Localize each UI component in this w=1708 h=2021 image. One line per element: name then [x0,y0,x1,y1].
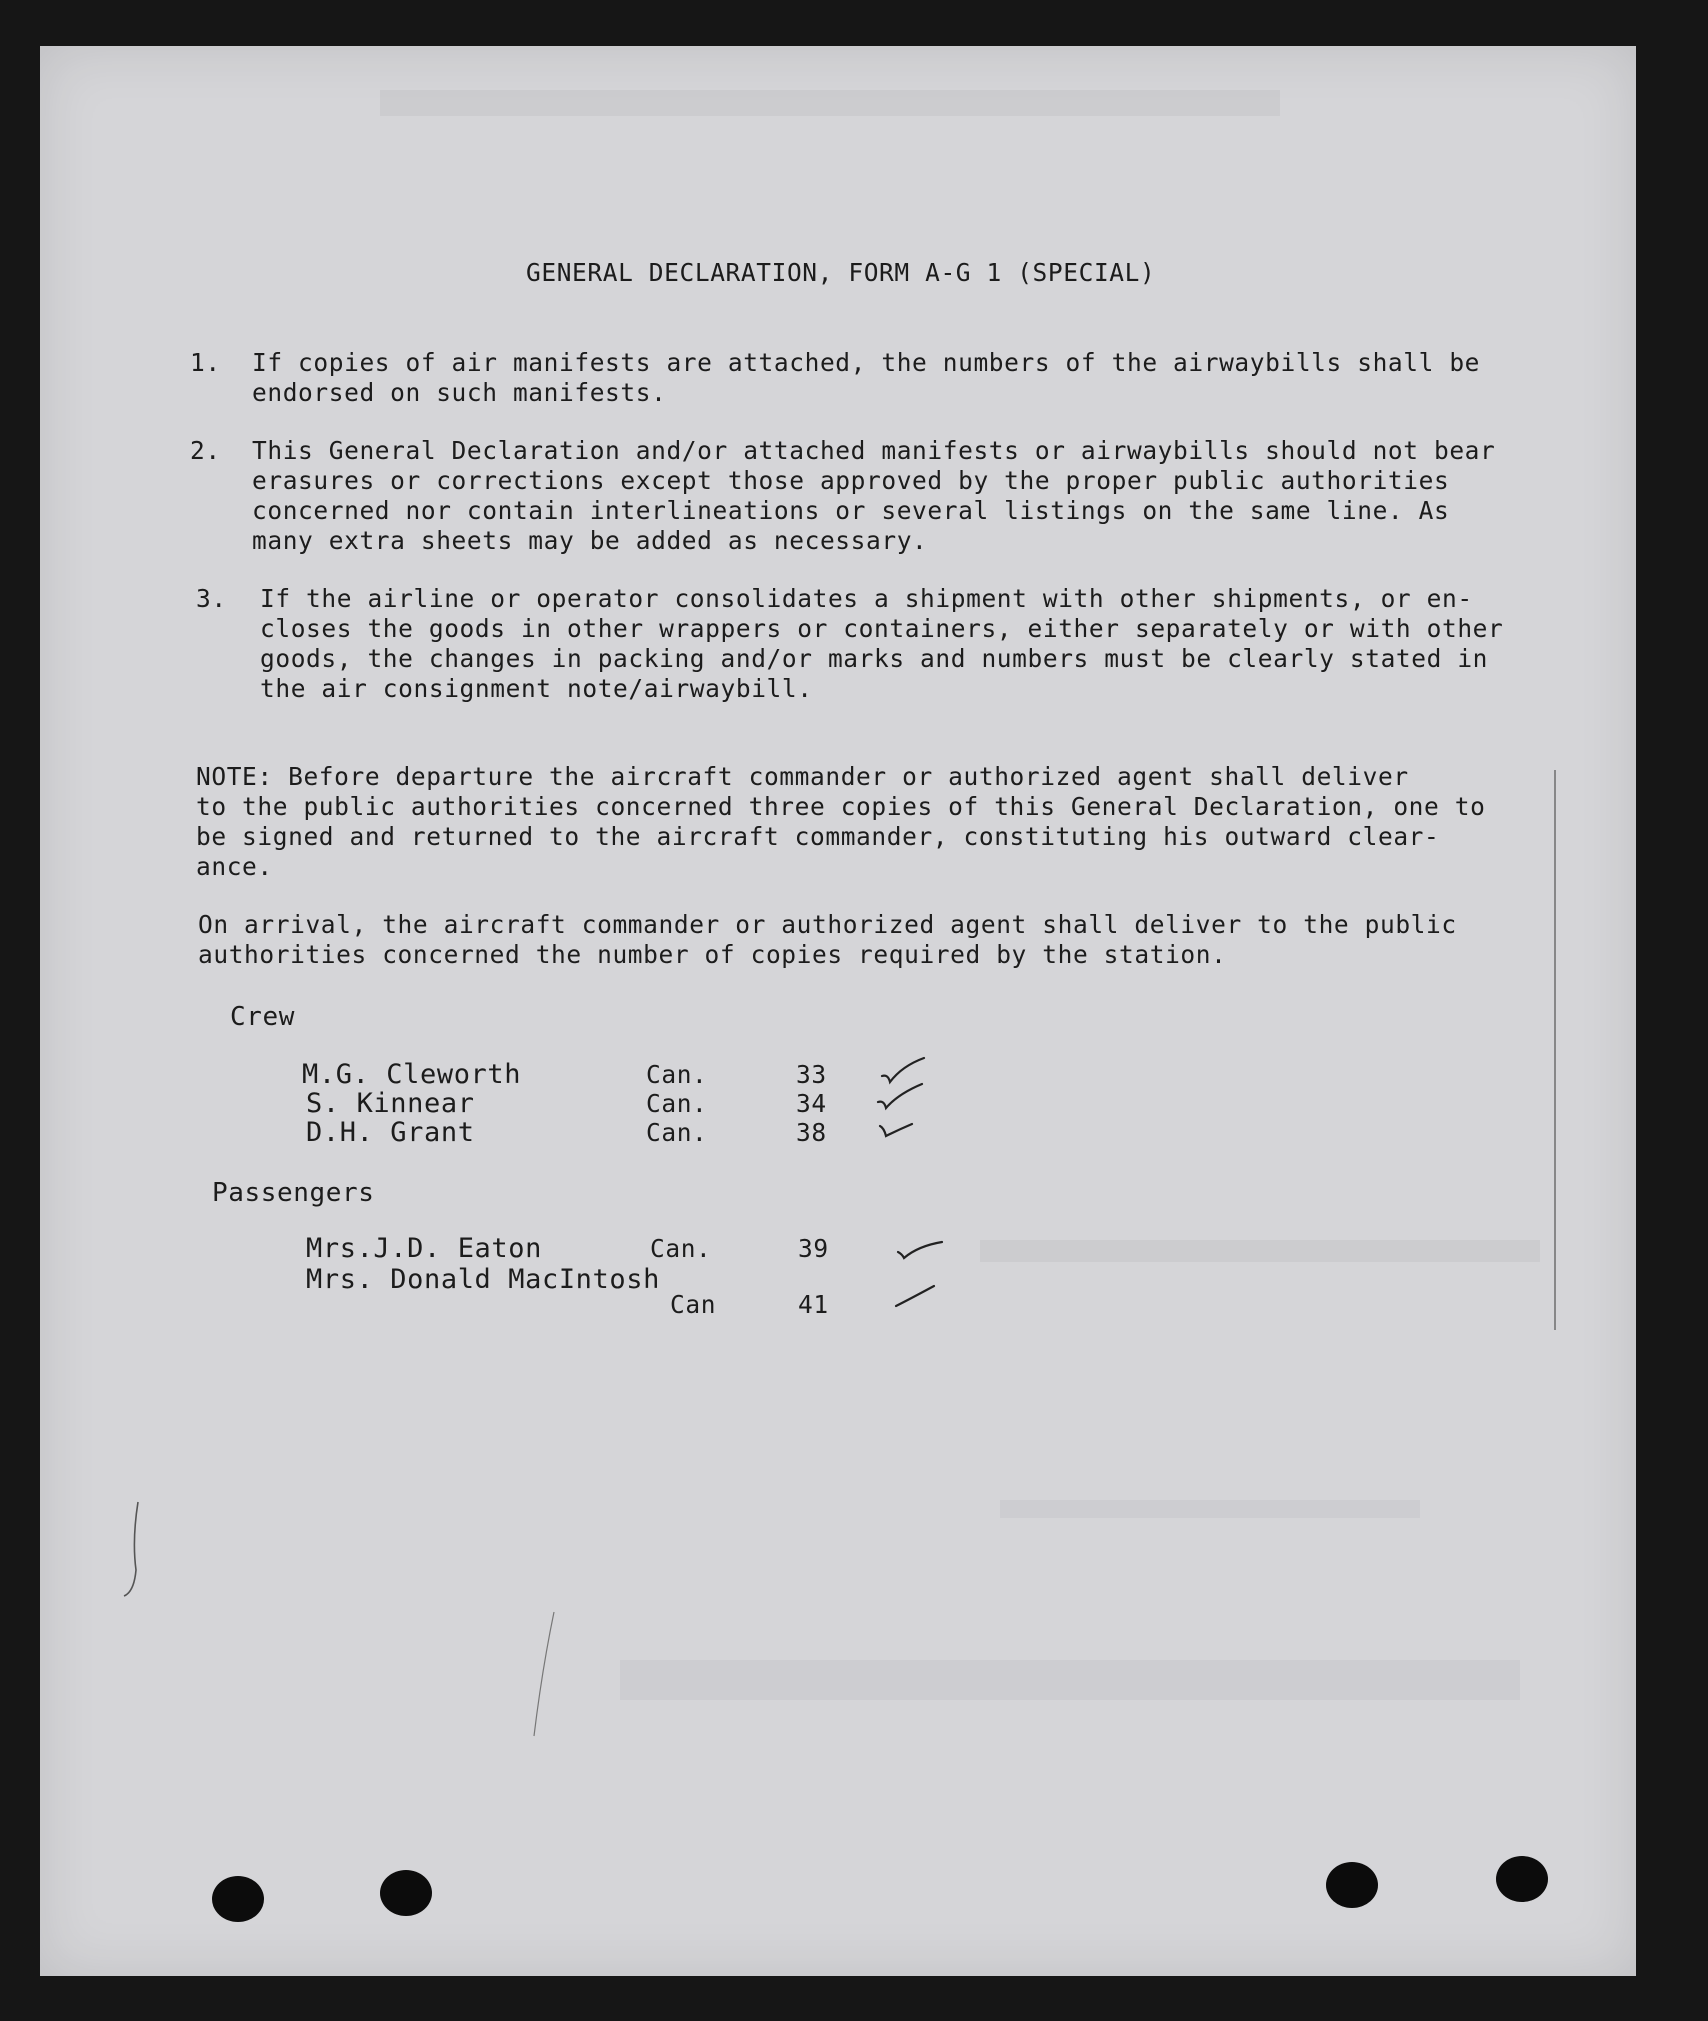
passenger-name: Mrs. Donald MacIntosh [306,1264,660,1295]
item-line: closes the goods in other wrappers or containers, either separately or with other [260,614,1504,643]
document-title: GENERAL DECLARATION, FORM A-G 1 (SPECIAL) [526,258,1156,287]
passenger-nationality: Can. [650,1234,712,1263]
punch-hole [1496,1856,1548,1902]
crew-name: S. Kinnear [306,1088,475,1119]
item-number: 2. [190,436,221,465]
item-text [252,436,1495,556]
pencil-mark [530,1610,560,1740]
item-line: erasures or corrections except those approved by the proper public authorities [252,466,1450,495]
crew-nationality: Can. [646,1089,708,1118]
crew-age: 38 [796,1118,827,1147]
check-mark-icon [894,1282,944,1312]
note-line: to the public authorities concerned three copies of this General Declaration, one to [196,792,1486,821]
crew-age: 33 [796,1060,827,1089]
passenger-nationality: Can [670,1290,717,1319]
item-line: This General Declaration and/or attached manifests or airwaybills should not bear [252,436,1496,465]
crew-nationality: Can. [646,1118,708,1147]
item-text [252,348,1480,408]
item-text [260,584,1503,704]
note-line: be signed and returned to the aircraft commander, constituting his outward clear- [196,822,1440,851]
item-number: 1. [190,348,221,377]
item-line: endorsed on such manifests. [252,378,667,407]
arrival-text [198,910,1457,970]
item-line: concerned nor contain interlineations or several listings on the same line. As [252,496,1450,525]
arrival-line: On arrival, the aircraft commander or authorized agent shall deliver to the public [198,910,1457,939]
item-line: the air consignment note/airwaybill. [260,674,813,703]
note-text [196,762,1485,882]
item-line: If copies of air manifests are attached, the numbers of the airwaybills shall be [252,348,1481,377]
crew-heading: Crew [230,1002,296,1032]
punch-hole [1326,1862,1378,1908]
passengers-heading: Passengers [212,1178,375,1208]
pencil-mark [116,1500,146,1600]
passenger-name: Mrs.J.D. Eaton [306,1233,542,1264]
note-line: ance. [196,852,273,881]
item-line: If the airline or operator consolidates a shipment with other shipments, or en- [260,584,1473,613]
note-line: NOTE: Before departure the aircraft commander or authorized agent shall deliver [196,762,1409,791]
check-mark-icon [876,1082,926,1112]
punch-hole [212,1876,264,1922]
punch-hole [380,1870,432,1916]
crew-nationality: Can. [646,1060,708,1089]
arrival-line: authorities concerned the number of copies required by the station. [198,940,1227,969]
item-line: goods, the changes in packing and/or marks and numbers must be clearly stated in [260,644,1489,673]
crew-name: D.H. Grant [306,1117,475,1148]
check-mark-icon [896,1234,946,1264]
crew-age: 34 [796,1089,827,1118]
passenger-age: 41 [798,1290,829,1319]
item-number: 3. [196,584,227,613]
check-mark-icon [878,1114,928,1144]
passenger-age: 39 [798,1234,829,1263]
crew-name: M.G. Cleworth [302,1059,522,1090]
item-line: many extra sheets may be added as necessary. [252,526,928,555]
